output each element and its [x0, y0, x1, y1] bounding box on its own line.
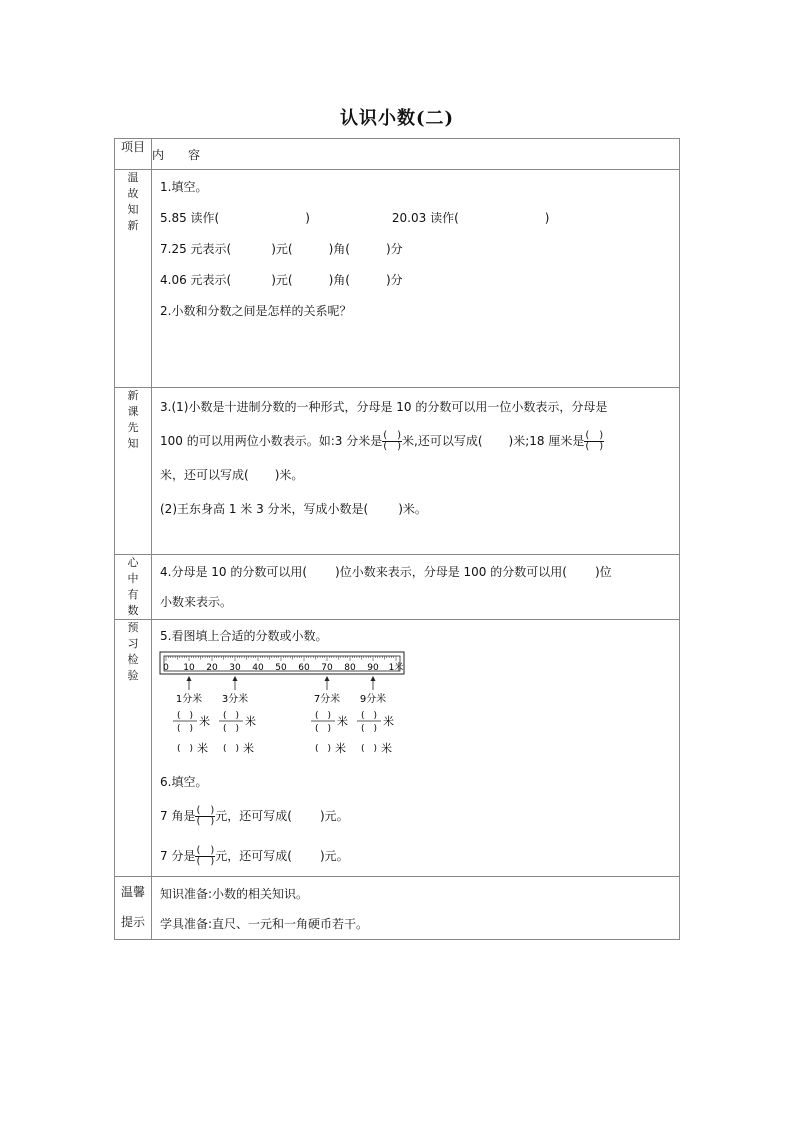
- ruler-ticks: [166, 656, 396, 661]
- newlesson-row: [115, 388, 680, 555]
- fraction-denominator-blank[interactable]: ( ): [314, 724, 332, 734]
- header-item: 项目: [115, 139, 152, 170]
- fraction-blank[interactable]: $\frac{( )}{( )}$: [196, 845, 215, 867]
- fraction-blank[interactable]: $\frac{( )}{( )}$: [383, 430, 402, 452]
- newlesson-content: [152, 388, 680, 555]
- marker-label: 7分米: [313, 694, 341, 705]
- tip-tools: 学具准备:直尺、一元和一角硬币若干。: [160, 917, 369, 931]
- preview-sheet-table: [114, 138, 680, 940]
- lesson-line-2: 100 的可以用两位小数表示。如:3 分米是 $\frac{( )}{( )}$ 米,还可以写成( )米;18 厘米是 $\frac{( )}{( )}$: [160, 430, 604, 452]
- ruler-tick-label: 50: [275, 663, 287, 673]
- money-row-2: 4.06 元表示( )元( )角( )分: [160, 273, 403, 287]
- decimal-blank[interactable]: ( ): [222, 744, 240, 754]
- ruler-tick-label: 30: [229, 663, 241, 673]
- ruler-tick-label: 80: [344, 663, 356, 673]
- marker-arrow-head: [325, 676, 330, 681]
- review-label: 温 故 知 新: [115, 170, 152, 388]
- ruler-tick-label: 1米: [388, 663, 404, 673]
- unit-label: 米: [381, 742, 392, 755]
- lesson-line-1: 3.(1)小数是十进制分数的一种形式，分母是 10 的分数可以用一位小数表示，分母是: [160, 400, 608, 414]
- review-row: [115, 170, 680, 388]
- fraction-numerator-blank[interactable]: ( ): [222, 711, 240, 721]
- preview-line-fen: 7 分是 $\frac{( )}{( )}$ 元，还可写成( )元。: [160, 845, 349, 867]
- ruler-svg: [158, 650, 418, 768]
- ruler-tick-label: 40: [252, 663, 264, 673]
- ruler-tick-label: 60: [298, 663, 310, 673]
- decimal-blank[interactable]: ( ): [314, 744, 332, 754]
- unit-label: 米: [337, 715, 348, 728]
- fraction-numerator-blank[interactable]: ( ): [360, 711, 378, 721]
- question-2: 2.小数和分数之间是怎样的关系呢？: [160, 304, 352, 318]
- mind-label: 心 中 有 数: [115, 555, 152, 620]
- page-title: 认识小数(二): [339, 108, 455, 129]
- ruler-figure: [152, 650, 679, 768]
- newlesson-label: 新 课 先 知: [115, 388, 152, 555]
- ruler-markers: [173, 676, 394, 755]
- preview-row: [115, 620, 680, 877]
- fraction-denominator-blank[interactable]: ( ): [222, 724, 240, 734]
- question-5: 5.看图填上合适的分数或小数。: [160, 629, 328, 643]
- preview-label: 预 习 检 验: [115, 620, 152, 877]
- lesson-line-3: 米，还可以写成( )米。: [160, 468, 304, 482]
- fraction-numerator-blank[interactable]: ( ): [314, 711, 332, 721]
- unit-label: 米: [245, 715, 256, 728]
- ruler-tick-label: 10: [183, 663, 195, 673]
- read-row: 5.85 读作( ) 20.03 读作( ): [160, 211, 550, 225]
- ruler-tick-label: 20: [206, 663, 218, 673]
- mind-line-1: 4.分母是 10 的分数可以用( )位小数来表示，分母是 100 的分数可以用( )位: [160, 565, 612, 579]
- preview-content: [152, 620, 680, 877]
- unit-label: 米: [383, 715, 394, 728]
- fraction-denominator-blank[interactable]: ( ): [176, 724, 194, 734]
- fraction-blank[interactable]: $\frac{( )}{( )}$: [196, 805, 215, 827]
- tip-knowledge: 知识准备:小数的相关知识。: [160, 887, 309, 901]
- marker-arrow-head: [187, 676, 192, 681]
- unit-label: 米: [335, 742, 346, 755]
- preview-line-jiao: 7 角是 $\frac{( )}{( )}$ 元，还可写成( )元。: [160, 805, 349, 827]
- question-6: 6.填空。: [160, 775, 208, 789]
- marker-label: 3分米: [221, 694, 249, 705]
- review-content: [152, 170, 680, 388]
- fraction-denominator-blank[interactable]: ( ): [360, 724, 378, 734]
- tips-row: [115, 877, 680, 940]
- tips-content: [152, 877, 680, 940]
- ruler-tick-label: 90: [367, 663, 379, 673]
- mind-line-2: 小数来表示。: [160, 595, 233, 609]
- marker-label: 1分米: [175, 694, 203, 705]
- fraction-numerator-blank[interactable]: ( ): [176, 711, 194, 721]
- marker-arrow-head: [233, 676, 238, 681]
- unit-label: 米: [243, 742, 254, 755]
- ruler-tick-label: 0: [163, 663, 169, 673]
- header-row: [115, 139, 680, 170]
- unit-label: 米: [197, 742, 208, 755]
- ruler-tick-label: 70: [321, 663, 333, 673]
- lesson-line-4: (2)王东身高 1 米 3 分米，写成小数是( )米。: [160, 502, 427, 516]
- decimal-blank[interactable]: ( ): [176, 744, 194, 754]
- marker-label: 9分米: [359, 694, 387, 705]
- money-row-1: 7.25 元表示( )元( )角( )分: [160, 242, 403, 256]
- unit-label: 米: [199, 715, 210, 728]
- question-1: 1.填空。: [160, 180, 208, 194]
- fraction-blank[interactable]: $\frac{( )}{( )}$: [585, 430, 604, 452]
- mind-content: [152, 555, 680, 620]
- marker-arrow-head: [371, 676, 376, 681]
- header-content: 内 容: [152, 147, 201, 162]
- mind-row: [115, 555, 680, 620]
- tips-label: 温馨 提示: [115, 877, 152, 940]
- decimal-blank[interactable]: ( ): [360, 744, 378, 754]
